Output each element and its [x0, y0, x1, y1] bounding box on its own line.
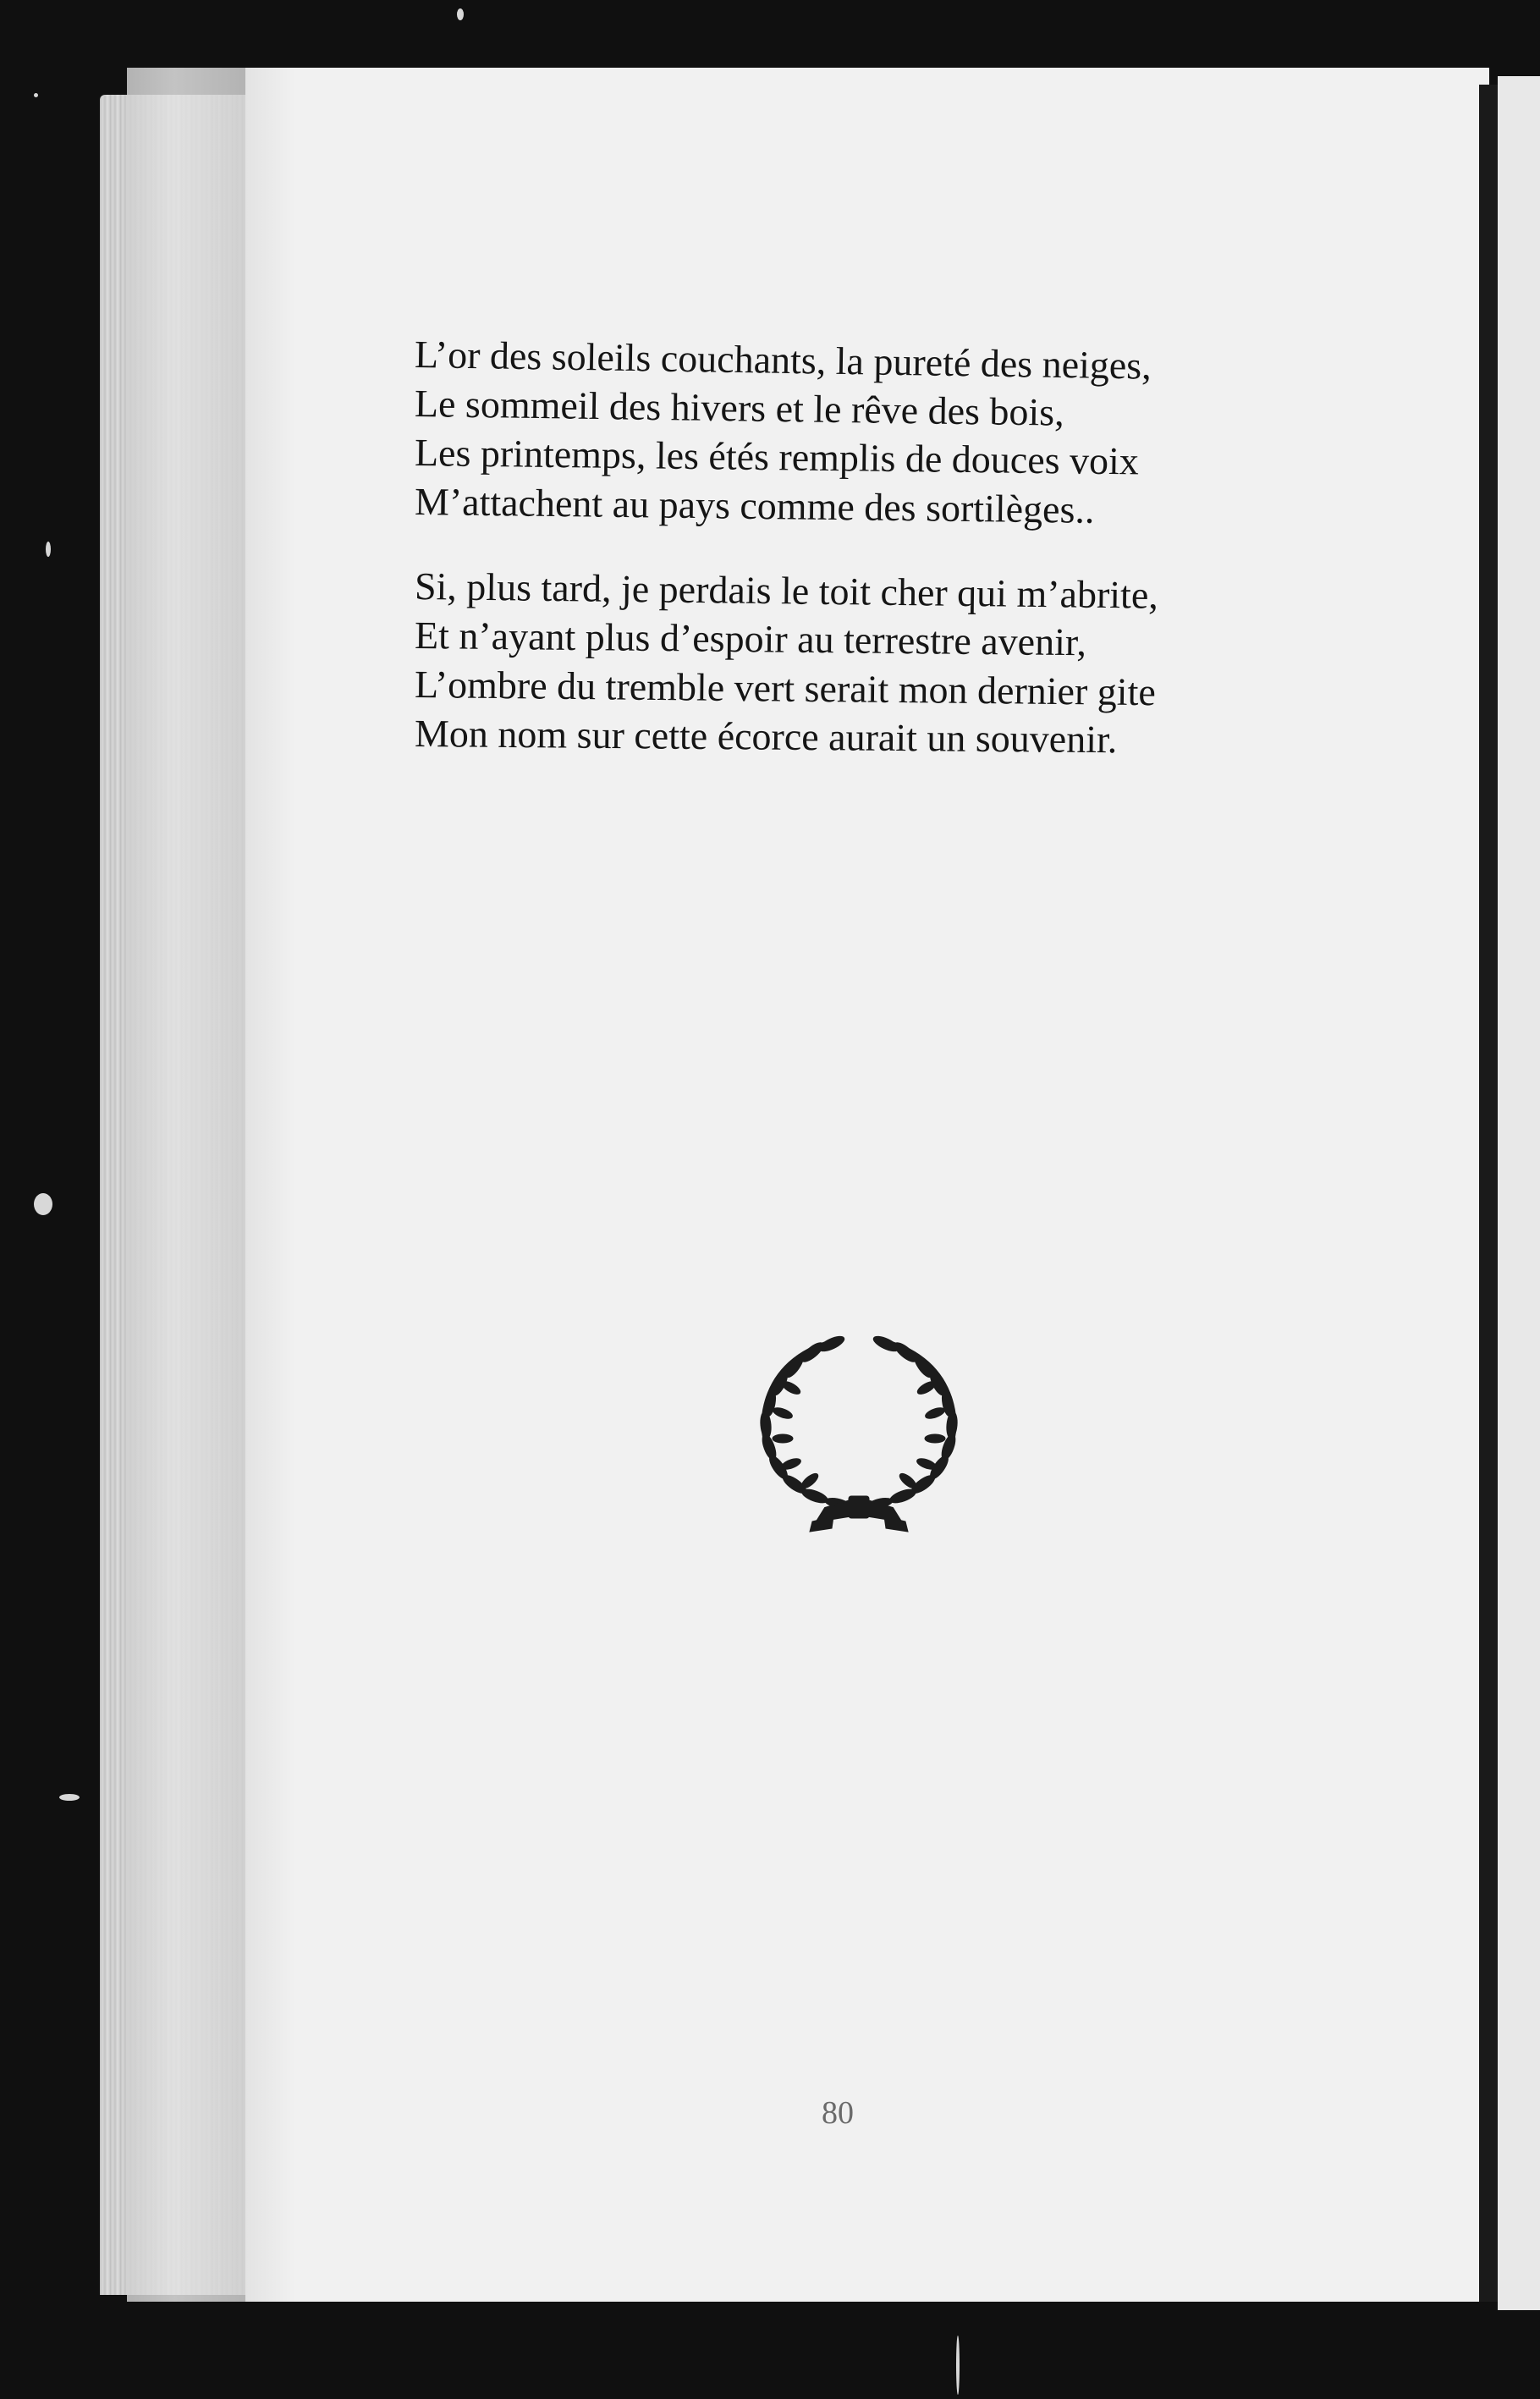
dust-speck [34, 93, 38, 97]
poem-line: L’or des soleils couchants, la pureté des neiges, [414, 333, 1152, 388]
poem-line: Si, plus tard, je perdais le toit cher qui m’abrite, [414, 564, 1159, 617]
book-binding [1479, 85, 1498, 2302]
poem-line: L’ombre du tremble vert serait mon dernier gite [414, 663, 1157, 714]
stanza-1 [414, 330, 1379, 531]
stanza-2 [414, 562, 1379, 762]
dust-speck [457, 8, 464, 20]
dust-speck [46, 542, 51, 557]
next-page-sliver [1498, 76, 1540, 2310]
poem-line: Les printemps, les étés remplis de douces voix [414, 431, 1140, 483]
poem-line: Mon nom sur cette écorce aurait un souvenir. [414, 712, 1118, 762]
poem-line: M’attachent au pays comme des sortilèges.. [414, 480, 1095, 531]
page-number: 80 [822, 2095, 854, 2131]
poem-line: Et n’ayant plus d’espoir au terrestre avenir, [414, 614, 1087, 664]
poem [415, 330, 1379, 794]
page-edges-shade [127, 68, 245, 2302]
dust-speck [956, 2336, 960, 2395]
poem-line: Le sommeil des hivers et le rêve des bois, [414, 382, 1065, 434]
dust-speck [59, 1794, 80, 1801]
laurel-wreath-icon [732, 1329, 986, 1549]
dust-speck [34, 1193, 52, 1215]
